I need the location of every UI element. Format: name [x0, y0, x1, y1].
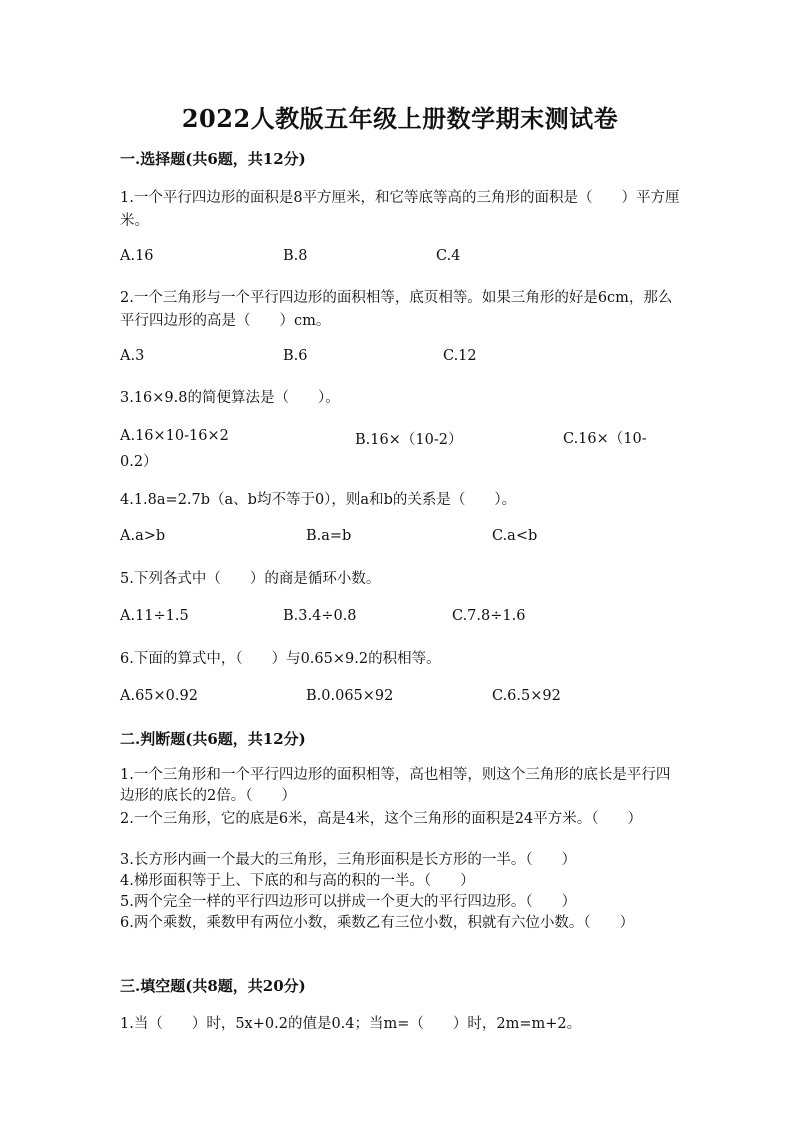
option-row [120, 608, 680, 630]
page-title: 2022人教版五年级上册数学期末测试卷 [181, 104, 619, 133]
question-text: 4.梯形面积等于上、下底的和与高的积的一半。（ ） [120, 873, 475, 889]
question-text: 4.1.8a=2.7b（a、b均不等于0），则a和b的关系是（ ）。 [120, 492, 517, 508]
question-text: 2.一个三角形，它的底是6米，高是4米，这个三角形的面积是24平方米。（ ） [120, 811, 642, 827]
option-b[interactable]: B.a=b [306, 528, 352, 544]
option-a[interactable]: A.16×10-16×2 [120, 428, 229, 444]
option-a[interactable]: A.3 [120, 348, 145, 364]
option-b[interactable]: B.3.4÷0.8 [283, 608, 357, 624]
option-c[interactable]: C.16×（10-0.2） [120, 431, 647, 470]
option-a[interactable]: A.16 [120, 248, 154, 264]
option-row [120, 348, 680, 370]
question-text: 5.下列各式中（ ）的商是循环小数。 [120, 571, 381, 587]
option-b[interactable]: B.0.065×92 [306, 688, 394, 704]
option-row [120, 528, 680, 550]
option-a[interactable]: A.a>b [120, 528, 166, 544]
question-text: 3.长方形内画一个最大的三角形，三角形面积是长方形的一半。（ ） [120, 852, 577, 868]
option-b[interactable]: B.16×（10-2） [355, 432, 463, 448]
section-heading-judge: 二.判断题(共6题，共12分) [120, 730, 306, 748]
option-c[interactable]: C.12 [443, 348, 477, 364]
section-heading-fill: 三.填空题(共8题，共20分) [120, 977, 306, 995]
option-c[interactable]: C.4 [436, 248, 461, 264]
option-c[interactable]: C.6.5×92 [492, 688, 561, 704]
option-b[interactable]: B.6 [283, 348, 308, 364]
question-text: 6.两个乘数，乘数甲有两位小数，乘数乙有三位小数，积就有六位小数。（ ） [120, 915, 635, 931]
option-c[interactable]: C.7.8÷1.6 [452, 608, 526, 624]
option-a[interactable]: A.11÷1.5 [120, 608, 189, 624]
question-text: 1.一个三角形和一个平行四边形的面积相等，高也相等，则这个三角形的底长是平行四边形的底长的2倍。（ ） [120, 767, 671, 804]
option-row [120, 248, 680, 270]
question-text: 6.下面的算式中，（ ）与0.65×9.2的积相等。 [120, 651, 441, 667]
question-text: 1.一个平行四边形的面积是8平方厘米，和它等底等高的三角形的面积是（ ）平方厘米。 [120, 190, 680, 229]
option-row [120, 428, 680, 474]
question-text: 5.两个完全一样的平行四边形可以拼成一个更大的平行四边形。（ ） [120, 894, 577, 910]
question-text: 3.16×9.8的简便算法是（ ）。 [120, 390, 340, 406]
question-text: 1.当（ ）时，5x+0.2的值是0.4；当m=（ ）时，2m=m+2。 [120, 1016, 582, 1032]
option-row [120, 688, 680, 710]
option-c[interactable]: C.a<b [492, 528, 538, 544]
option-a[interactable]: A.65×0.92 [120, 688, 198, 704]
question-text: 2.一个三角形与一个平行四边形的面积相等，底页相等。如果三角形的好是6cm，那么平行四边形的高是（ ）cm。 [120, 290, 673, 329]
section-heading-choice: 一.选择题(共6题，共12分) [120, 150, 306, 168]
option-b[interactable]: B.8 [283, 248, 308, 264]
